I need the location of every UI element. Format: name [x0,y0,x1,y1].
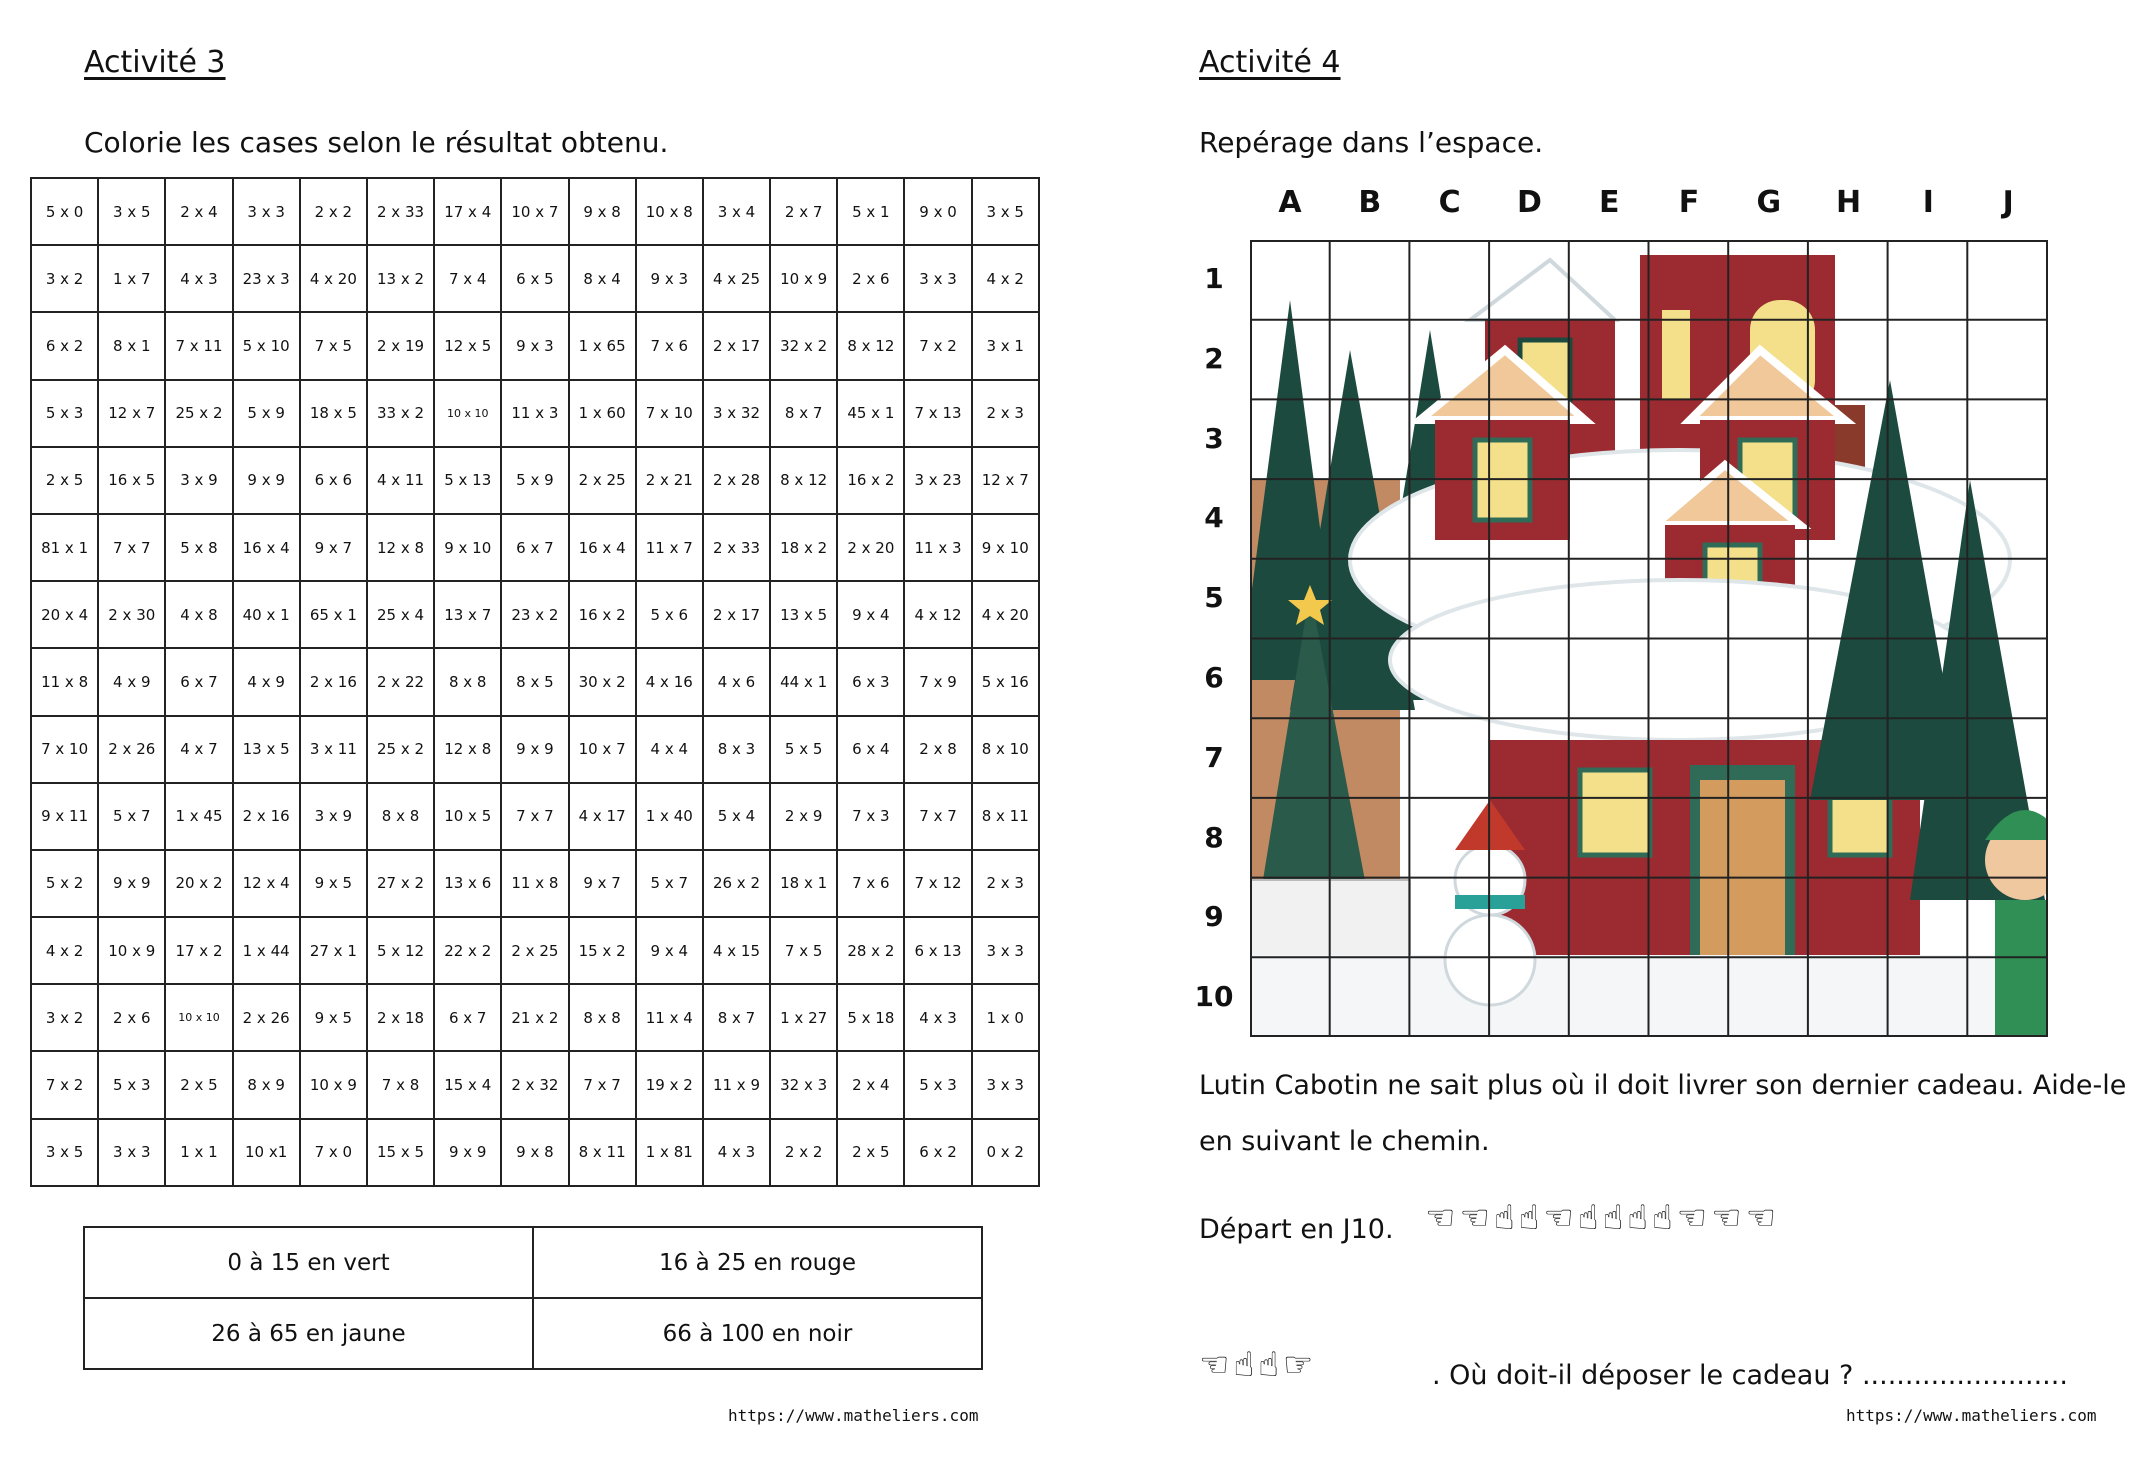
grid-cell[interactable]: 9 x 3 [636,245,703,312]
grid-cell[interactable]: 15 x 2 [569,917,636,984]
grid-cell[interactable]: 5 x 13 [434,447,501,514]
grid-row [31,917,1039,984]
grid-cell[interactable]: 4 x 25 [703,245,770,312]
grid-cell[interactable]: 2 x 25 [501,917,568,984]
grid-cell[interactable]: 2 x 25 [569,447,636,514]
grid-cell[interactable]: 9 x 0 [904,178,971,245]
grid-row [31,850,1039,917]
grid-cell[interactable]: 6 x 2 [904,1119,971,1186]
grid-cell[interactable]: 9 x 11 [31,783,98,850]
row-number: 9 [1204,900,1224,934]
grid-cell[interactable]: 9 x 3 [501,312,568,379]
grid-cell[interactable]: 2 x 26 [98,716,165,783]
grid-cell[interactable]: 7 x 8 [367,1051,434,1118]
grid-row [31,245,1039,312]
grid-cell[interactable]: 4 x 2 [31,917,98,984]
grid-cell[interactable]: 16 x 4 [569,514,636,581]
grid-cell[interactable]: 4 x 6 [703,648,770,715]
grid-cell[interactable]: 6 x 4 [837,716,904,783]
hand-up-icon: ☝ [1651,1198,1677,1238]
grid-row [31,380,1039,447]
grid-cell[interactable]: 5 x 6 [636,581,703,648]
grid-cell[interactable]: 9 x 4 [837,581,904,648]
column-letter: C [1438,185,1461,220]
grid-cell[interactable]: 9 x 10 [972,514,1039,581]
color-legend [83,1226,983,1370]
column-letter: J [2002,185,2014,220]
grid-cell[interactable]: 2 x 33 [703,514,770,581]
hand-up-icon: ☝ [1258,1345,1283,1385]
grid-cell[interactable]: 4 x 3 [904,984,971,1051]
grid-cell[interactable]: 10 x 10 [165,984,232,1051]
grid-cell[interactable]: 2 x 5 [31,447,98,514]
grid-cell[interactable]: 30 x 2 [569,648,636,715]
grid-cell[interactable]: 12 x 7 [972,447,1039,514]
grid-cell[interactable]: 8 x 3 [703,716,770,783]
grid-cell[interactable]: 2 x 3 [972,850,1039,917]
row-number: 2 [1204,341,1224,375]
path-arrows-line1 [1425,1198,1780,1238]
grid-cell[interactable]: 5 x 9 [233,380,300,447]
grid-cell[interactable]: 4 x 9 [233,648,300,715]
row-number: 10 [1194,980,1234,1014]
grid-cell[interactable]: 2 x 22 [367,648,434,715]
grid-cell[interactable]: 2 x 8 [904,716,971,783]
grid-cell[interactable]: 2 x 17 [703,312,770,379]
grid-cell[interactable]: 9 x 8 [501,1119,568,1186]
row-number: 3 [1204,421,1224,455]
grid-cell[interactable]: 2 x 33 [367,178,434,245]
grid-cell[interactable]: 1 x 65 [569,312,636,379]
grid-cell[interactable]: 7 x 7 [569,1051,636,1118]
grid-cell[interactable]: 6 x 6 [300,447,367,514]
grid-cell[interactable]: 4 x 11 [367,447,434,514]
grid-cell[interactable]: 7 x 10 [636,380,703,447]
grid-cell[interactable]: 81 x 1 [31,514,98,581]
grid-cell[interactable]: 11 x 3 [904,514,971,581]
grid-cell[interactable]: 2 x 4 [165,178,232,245]
grid-cell[interactable]: 12 x 5 [434,312,501,379]
grid-cell[interactable]: 5 x 7 [98,783,165,850]
grid-cell[interactable]: 7 x 3 [837,783,904,850]
grid-cell[interactable]: 10 x1 [233,1119,300,1186]
grid-cell[interactable]: 2 x 18 [367,984,434,1051]
grid-cell[interactable]: 10 x 7 [501,178,568,245]
grid-cell[interactable]: 1 x 40 [636,783,703,850]
grid-cell[interactable]: 2 x 4 [837,1051,904,1118]
grid-cell[interactable]: 32 x 3 [770,1051,837,1118]
grid-cell[interactable]: 17 x 4 [434,178,501,245]
grid-cell[interactable]: 9 x 7 [300,514,367,581]
grid-cell[interactable]: 8 x 5 [501,648,568,715]
grid-cell[interactable]: 25 x 2 [165,380,232,447]
grid-cell[interactable]: 7 x 11 [165,312,232,379]
grid-cell[interactable]: 13 x 2 [367,245,434,312]
grid-cell[interactable]: 25 x 4 [367,581,434,648]
grid-row [31,648,1039,715]
grid-cell[interactable]: 3 x 5 [31,1119,98,1186]
grid-cell[interactable]: 1 x 44 [233,917,300,984]
grid-cell[interactable]: 9 x 9 [98,850,165,917]
grid-cell[interactable]: 4 x 20 [300,245,367,312]
grid-cell[interactable]: 3 x 3 [972,1051,1039,1118]
grid-cell[interactable]: 7 x 6 [636,312,703,379]
row-number: 1 [1204,262,1224,295]
grid-cell[interactable]: 5 x 1 [837,178,904,245]
grid-cell[interactable]: 9 x 8 [569,178,636,245]
grid-cell[interactable]: 8 x 11 [569,1119,636,1186]
grid-cell[interactable]: 12 x 7 [98,380,165,447]
grid-cell[interactable]: 6 x 5 [501,245,568,312]
grid-cell[interactable]: 4 x 16 [636,648,703,715]
grid-cell[interactable]: 13 x 7 [434,581,501,648]
grid-cell[interactable]: 18 x 5 [300,380,367,447]
grid-cell[interactable]: 10 x 7 [569,716,636,783]
activity3-title: Activité 3 [84,45,226,80]
grid-cell[interactable]: 4 x 4 [636,716,703,783]
grid-cell[interactable]: 4 x 20 [972,581,1039,648]
hand-up-icon: ☝ [1577,1198,1603,1238]
grid-cell[interactable]: 6 x 7 [434,984,501,1051]
column-letter: D [1516,185,1542,220]
grid-cell[interactable]: 5 x 8 [165,514,232,581]
grid-cell[interactable]: 4 x 9 [98,648,165,715]
grid-cell[interactable]: 3 x 1 [972,312,1039,379]
grid-cell[interactable]: 8 x 7 [703,984,770,1051]
grid-cell[interactable]: 1 x 0 [972,984,1039,1051]
grid-cell[interactable]: 5 x 9 [501,447,568,514]
column-letter: I [1922,185,1934,220]
grid-cell[interactable]: 17 x 2 [165,917,232,984]
column-letter: G [1756,185,1782,220]
grid-cell[interactable]: 7 x 13 [904,380,971,447]
grid-row [31,1119,1039,1186]
grid-cell[interactable]: 22 x 2 [434,917,501,984]
grid-cell[interactable]: 3 x 32 [703,380,770,447]
grid-cell[interactable]: 7 x 7 [501,783,568,850]
grid-row [31,312,1039,379]
grid-cell[interactable]: 16 x 5 [98,447,165,514]
grid-cell[interactable]: 3 x 23 [904,447,971,514]
grid-cell[interactable]: 13 x 6 [434,850,501,917]
grid-cell[interactable]: 12 x 8 [367,514,434,581]
grid-cell[interactable]: 8 x 8 [367,783,434,850]
grid-cell[interactable]: 12 x 4 [233,850,300,917]
grid-cell[interactable]: 10 x 9 [770,245,837,312]
grid-cell[interactable]: 2 x 30 [98,581,165,648]
grid-cell[interactable]: 4 x 2 [972,245,1039,312]
grid-cell[interactable]: 13 x 5 [233,716,300,783]
grid-cell[interactable]: 18 x 2 [770,514,837,581]
grid-cell[interactable]: 19 x 2 [636,1051,703,1118]
activity4-title: Activité 4 [1199,45,1341,80]
grid-cell[interactable]: 7 x 10 [31,716,98,783]
grid-cell[interactable]: 5 x 2 [31,850,98,917]
grid-cell[interactable]: 20 x 4 [31,581,98,648]
grid-cell[interactable]: 6 x 2 [31,312,98,379]
footer-url-right[interactable]: https://www.matheliers.com [1846,1406,2097,1425]
grid-cell[interactable]: 16 x 2 [569,581,636,648]
grid-cell[interactable]: 7 x 2 [904,312,971,379]
grid-cell[interactable]: 11 x 4 [636,984,703,1051]
grid-cell[interactable]: 8 x 12 [837,312,904,379]
grid-cell[interactable]: 2 x 9 [770,783,837,850]
grid-cell[interactable]: 8 x 8 [434,648,501,715]
grid-cell[interactable]: 9 x 9 [434,1119,501,1186]
hand-left-icon: ☜ [1459,1198,1494,1238]
grid-cell[interactable]: 3 x 3 [972,917,1039,984]
grid-cell[interactable]: 9 x 10 [434,514,501,581]
grid-cell[interactable]: 3 x 2 [31,245,98,312]
start-text: Départ en J10. [1199,1214,1394,1245]
grid-cell[interactable]: 25 x 2 [367,716,434,783]
grid-cell[interactable]: 9 x 5 [300,850,367,917]
legend-green: 0 à 15 en vert [84,1227,533,1298]
grid-cell[interactable]: 6 x 7 [501,514,568,581]
grid-cell[interactable]: 8 x 9 [233,1051,300,1118]
grid-cell[interactable]: 11 x 3 [501,380,568,447]
grid-cell[interactable]: 9 x 9 [233,447,300,514]
grid-cell[interactable]: 1 x 60 [569,380,636,447]
grid-cell[interactable]: 9 x 7 [569,850,636,917]
grid-cell[interactable]: 7 x 0 [300,1119,367,1186]
grid-cell[interactable]: 11 x 8 [501,850,568,917]
grid-cell[interactable]: 9 x 9 [501,716,568,783]
grid-cell[interactable]: 8 x 8 [569,984,636,1051]
grid-cell[interactable]: 8 x 7 [770,380,837,447]
hand-left-icon: ☜ [1745,1198,1781,1238]
grid-cell[interactable]: 28 x 2 [837,917,904,984]
hand-up-icon: ☝ [1627,1198,1652,1238]
column-letter: E [1598,185,1620,220]
grid-cell[interactable]: 5 x 0 [31,178,98,245]
grid-cell[interactable]: 2 x 6 [837,245,904,312]
hand-left-icon: ☜ [1543,1198,1578,1238]
grid-cell[interactable]: 3 x 3 [98,1119,165,1186]
grid-cell[interactable]: 33 x 2 [367,380,434,447]
grid-cell[interactable]: 5 x 16 [972,648,1039,715]
grid-cell[interactable]: 7 x 2 [31,1051,98,1118]
grid-cell[interactable]: 9 x 5 [300,984,367,1051]
grid-cell[interactable]: 2 x 26 [233,984,300,1051]
grid-cell[interactable]: 9 x 4 [636,917,703,984]
grid-cell[interactable]: 1 x 7 [98,245,165,312]
grid-cell[interactable]: 65 x 1 [300,581,367,648]
grid-cell[interactable]: 6 x 3 [837,648,904,715]
grid-cell[interactable]: 3 x 9 [165,447,232,514]
grid-cell[interactable]: 44 x 1 [770,648,837,715]
hand-left-icon: ☜ [1199,1345,1234,1385]
grid-cell[interactable]: 2 x 5 [165,1051,232,1118]
grid-cell[interactable]: 8 x 11 [972,783,1039,850]
grid-cell[interactable]: 26 x 2 [703,850,770,917]
grid-cell[interactable]: 10 x 9 [98,917,165,984]
grid-cell[interactable]: 8 x 10 [972,716,1039,783]
story-line-1: Lutin Cabotin ne sait plus où il doit livrer son dernier cadeau. Aide-le [1199,1070,2127,1101]
grid-cell[interactable]: 13 x 5 [770,581,837,648]
grid-cell[interactable]: 8 x 1 [98,312,165,379]
grid-row [31,716,1039,783]
grid-cell[interactable]: 45 x 1 [837,380,904,447]
activity4-instruction: Repérage dans l’espace. [1199,126,1544,159]
grid-cell[interactable]: 7 x 5 [770,917,837,984]
grid-cell[interactable]: 23 x 2 [501,581,568,648]
row-number: 4 [1204,501,1224,535]
legend-yellow: 26 à 65 en jaune [84,1298,533,1369]
grid-cell[interactable]: 27 x 1 [300,917,367,984]
grid-cell[interactable]: 10 x 8 [636,178,703,245]
grid-cell[interactable]: 8 x 4 [569,245,636,312]
grid-cell[interactable]: 2 x 16 [300,648,367,715]
grid-cell[interactable]: 20 x 2 [165,850,232,917]
grid-cell[interactable]: 2 x 21 [636,447,703,514]
hand-right-icon: ☞ [1282,1345,1318,1385]
grid-cell[interactable]: 4 x 17 [569,783,636,850]
grid-cell[interactable]: 2 x 5 [837,1119,904,1186]
grid-cell[interactable]: 5 x 10 [233,312,300,379]
grid-cell[interactable]: 2 x 16 [233,783,300,850]
grid-cell[interactable]: 10 x 5 [434,783,501,850]
grid-cell[interactable]: 8 x 12 [770,447,837,514]
grid-cell[interactable]: 3 x 5 [98,178,165,245]
grid-cell[interactable]: 10 x 9 [300,1051,367,1118]
grid-cell[interactable]: 4 x 3 [703,1119,770,1186]
grid-cell[interactable]: 3 x 3 [233,178,300,245]
grid-cell[interactable]: 4 x 7 [165,716,232,783]
grid-cell[interactable]: 4 x 3 [165,245,232,312]
grid-cell[interactable]: 2 x 28 [703,447,770,514]
grid-cell[interactable]: 5 x 4 [703,783,770,850]
grid-cell[interactable]: 2 x 2 [770,1119,837,1186]
grid-cell[interactable]: 7 x 7 [904,783,971,850]
grid-cell[interactable]: 5 x 18 [837,984,904,1051]
multiplication-grid [30,177,1040,1187]
grid-cell[interactable]: 21 x 2 [501,984,568,1051]
grid-cell[interactable]: 2 x 32 [501,1051,568,1118]
grid-cell[interactable]: 5 x 7 [636,850,703,917]
legend-red: 16 à 25 en rouge [533,1227,982,1298]
grid-cell[interactable]: 2 x 2 [300,178,367,245]
grid-row [31,783,1039,850]
grid-cell[interactable]: 27 x 2 [367,850,434,917]
grid-cell[interactable]: 4 x 12 [904,581,971,648]
row-number: 7 [1204,740,1224,774]
grid-cell[interactable]: 5 x 3 [904,1051,971,1118]
grid-cell[interactable]: 3 x 3 [904,245,971,312]
hand-up-icon: ☝ [1602,1198,1628,1238]
grid-cell[interactable]: 6 x 13 [904,917,971,984]
grid-cell[interactable]: 15 x 5 [367,1119,434,1186]
grid-cell[interactable]: 3 x 5 [972,178,1039,245]
activity3-instruction: Colorie les cases selon le résultat obtenu. [84,126,669,159]
grid-cell[interactable]: 4 x 15 [703,917,770,984]
hand-up-icon: ☝ [1493,1198,1519,1238]
hand-left-icon: ☜ [1711,1198,1746,1238]
hand-up-icon: ☝ [1518,1198,1544,1238]
grid-cell[interactable]: 12 x 8 [434,716,501,783]
grid-cell[interactable]: 1 x 27 [770,984,837,1051]
grid-cell[interactable]: 5 x 5 [770,716,837,783]
grid-cell[interactable]: 7 x 12 [904,850,971,917]
grid-cell[interactable]: 32 x 2 [770,312,837,379]
column-letter: H [1836,185,1862,220]
grid-cell[interactable]: 7 x 6 [837,850,904,917]
grid-cell[interactable]: 7 x 5 [300,312,367,379]
footer-url-left[interactable]: https://www.matheliers.com [728,1406,979,1425]
grid-cell[interactable]: 2 x 17 [703,581,770,648]
path-arrows-line2 [1199,1345,1317,1385]
column-letter: B [1358,185,1382,220]
grid-row [31,514,1039,581]
grid-cell[interactable]: 16 x 4 [233,514,300,581]
grid-row [31,447,1039,514]
grid-cell[interactable]: 11 x 9 [703,1051,770,1118]
grid-cell[interactable]: 16 x 2 [837,447,904,514]
grid-row [31,178,1039,245]
grid-cell[interactable]: 5 x 12 [367,917,434,984]
grid-row [31,984,1039,1051]
grid-cell[interactable]: 23 x 3 [233,245,300,312]
grid-cell[interactable]: 3 x 2 [31,984,98,1051]
grid-cell[interactable]: 2 x 6 [98,984,165,1051]
grid-cell[interactable]: 10 x 10 [434,380,501,447]
grid-cell[interactable]: 5 x 3 [98,1051,165,1118]
grid-cell[interactable]: 11 x 7 [636,514,703,581]
grid-cell[interactable]: 3 x 11 [300,716,367,783]
grid-cell[interactable]: 7 x 9 [904,648,971,715]
grid-cell[interactable]: 2 x 20 [837,514,904,581]
grid-cell[interactable]: 15 x 4 [434,1051,501,1118]
question-text: . Où doit-il déposer le cadeau ? ........................ [1432,1360,2068,1391]
row-number: 8 [1204,820,1224,854]
legend-black: 66 à 100 en noir [533,1298,982,1369]
grid-cell[interactable]: 1 x 1 [165,1119,232,1186]
grid-cell[interactable]: 4 x 8 [165,581,232,648]
grid-cell[interactable]: 2 x 7 [770,178,837,245]
grid-row [31,1051,1039,1118]
grid-cell[interactable]: 18 x 1 [770,850,837,917]
grid-cell[interactable]: 11 x 8 [31,648,98,715]
grid-cell[interactable]: 2 x 19 [367,312,434,379]
column-letter: F [1678,185,1700,220]
hand-left-icon: ☜ [1425,1198,1460,1238]
grid-cell[interactable]: 40 x 1 [233,581,300,648]
column-letter: A [1278,185,1302,220]
hand-left-icon: ☜ [1676,1198,1712,1238]
grid-cell[interactable]: 7 x 4 [434,245,501,312]
grid-cell[interactable]: 3 x 4 [703,178,770,245]
hand-up-icon: ☝ [1233,1345,1259,1385]
story-line-2: en suivant le chemin. [1199,1126,1490,1157]
grid-cell[interactable]: 6 x 7 [165,648,232,715]
grid-cell[interactable]: 1 x 45 [165,783,232,850]
door [1700,780,1785,955]
grid-cell[interactable]: 7 x 7 [98,514,165,581]
row-number: 5 [1204,581,1224,615]
grid-row [31,581,1039,648]
grid-cell[interactable]: 5 x 3 [31,380,98,447]
row-number: 6 [1204,661,1224,694]
grid-cell[interactable]: 2 x 3 [972,380,1039,447]
christmas-house-grid [1250,240,2048,1037]
grid-cell[interactable]: 3 x 9 [300,783,367,850]
grid-cell[interactable]: 1 x 81 [636,1119,703,1186]
grid-cell[interactable]: 0 x 2 [972,1119,1039,1186]
